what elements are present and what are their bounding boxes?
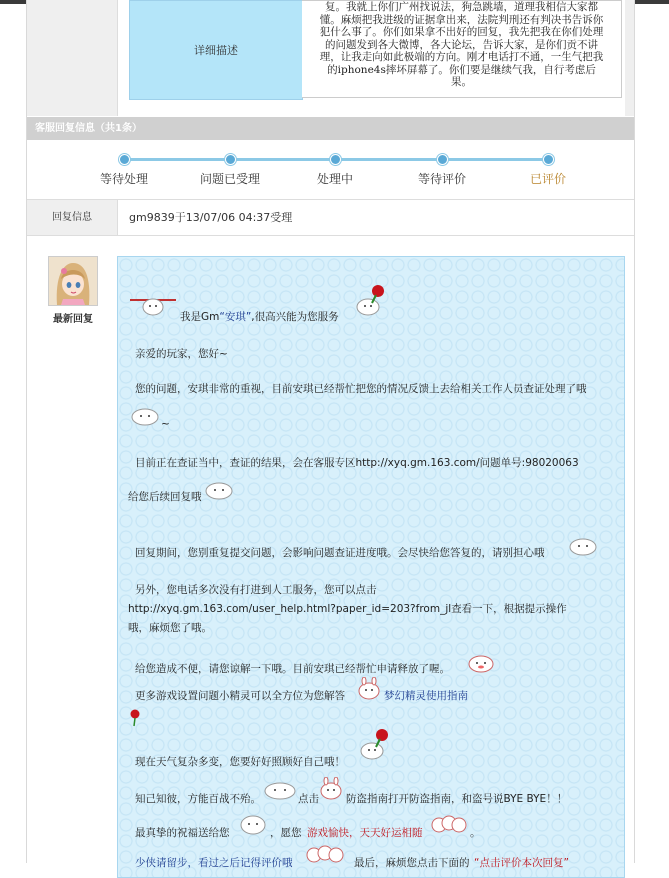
cute-emoticon-icon [261,781,299,801]
paragraph-8a: 知己知彼，方能百战不殆。 [135,793,261,805]
paragraph-4a: 另外，您电话多次没有打进到人工服务，您可以点击 [135,584,377,596]
detail-line: 果。 [451,76,472,88]
bunny-emoticon-icon [318,777,344,801]
anti-theft-guide-text[interactable]: 防盗指南打开防盗指南，和盗号说BYE BYE！！ [346,793,568,805]
cute-emoticon-icon [130,407,160,427]
blessing-text: 游戏愉快，天天好运相随 [307,827,423,839]
tilde-text: ~ [161,418,170,430]
group-emoticon-icon [430,813,468,835]
reply-info-row [27,200,634,236]
progress-dot [330,154,341,165]
paragraph-8b: 点击 [298,793,319,805]
section-header [27,117,634,140]
paragraph-10b: 最后，麻烦您点击下面的 [354,857,470,869]
paragraph-6a: 更多游戏设置问题小精灵可以全方位为您解答 [135,690,345,702]
step-processing: 处理中 [316,172,353,186]
greeting-text: 亲爱的玩家，您好~ [135,348,228,360]
rose-icon [358,727,394,761]
cute-emoticon-icon [204,481,234,501]
cute-emoticon-icon [128,295,178,317]
detail-text [302,0,622,98]
ticket-panel [26,0,635,869]
cute-emoticon-icon [238,809,268,837]
reply-info-value: gm9839于13/07/06 04:37受理 [129,211,293,224]
cute-emoticon-icon [568,537,598,557]
detail-line: 理，让我走向如此极端的方向。刚才电话打不通，一生气把我 [319,51,604,63]
bunny-emoticon-icon [466,653,496,673]
detail-line: 复。我就上你们广州找说法，狗急跳墙，道理我相信大家都 [325,1,598,13]
detail-section [27,0,634,116]
paragraph-3: 回复期间，您别重复提交问题，会影响问题查证进度哦。会尽快给您答复的，请别担心哦 [135,547,545,559]
paragraph-9d: 。 [470,827,481,839]
step-waiting: 等待处理 [99,172,148,186]
progress-dot [543,154,554,165]
paragraph-4c: 哦，麻烦您了哦。 [128,622,212,634]
progress-tracker [27,141,634,200]
detail-line: 的iphone4s摔坏屏幕了。你们要是继续气我，自行考虑后 [327,63,596,76]
paragraph-5: 给您造成不便，请您谅解一下哦。目前安琪已经帮忙申请释放了喔。 [135,663,450,675]
rate-reply-link[interactable]: “点击评价本次回复” [474,857,569,869]
section-title: 客服回复信息（共1条） [35,123,142,134]
paragraph-2a: 目前正在查证当中，查证的结果，会在客服专区http://xyq.gm.163.com/问题单号:98020063 [135,457,579,469]
paragraph-7: 现在天气复杂多变，您要好好照顾好自己哦！ [135,756,345,768]
step-accepted: 问题已受理 [199,172,260,186]
step-awaiting-rating: 等待评价 [417,172,466,186]
reply-bubble [117,256,625,878]
progress-dot [437,154,448,165]
paragraph-9a: 最真挚的祝福送给您 [135,827,230,839]
rose-icon [354,283,390,317]
intro-line: 我是Gm“安琪”,很高兴能为您服务 [180,311,339,323]
paragraph-1: 您的问题，安琪非常的重视，目前安琪已经帮忙把您的情况反馈上去给相关工作人员查证处理了哦 [135,383,587,395]
progress-dot [225,154,236,165]
sprite-guide-link[interactable]: 梦幻精灵使用指南 [384,690,468,702]
paragraph-10a: 少侠请留步，看过之后记得评价哦 [135,857,293,869]
detail-line: 犯什么事了。你们如果拿不出好的回复，我先把我在你们处理 [319,26,604,38]
reply-info-label: 回复信息 [27,200,118,235]
step-rated: 已评价 [529,172,566,186]
detail-line: 的问题发到各大微博，各大论坛，告诉大家，是你们贡不讲 [325,38,598,51]
detail-line: 懂。麻烦把我进级的证据拿出来，法院判刑还有判决书告诉你 [319,13,604,26]
latest-reply [27,236,634,869]
detail-label: 详细描述 [129,0,303,100]
bunny-emoticon-icon [356,677,382,701]
latest-reply-label: 最新回复 [53,314,93,325]
rose-icon [128,709,142,727]
help-link-text[interactable]: http://xyq.gm.163.com/user_help.html?paper_id=203?from_jl查看一下，根据提示操作 [128,603,567,615]
paragraph-2b: 给您后续回复哦 [128,491,202,503]
avatar [48,256,98,306]
progress-dot [119,154,130,165]
paragraph-9b: ，愿您 [270,827,302,839]
group-emoticon-icon [304,843,346,865]
